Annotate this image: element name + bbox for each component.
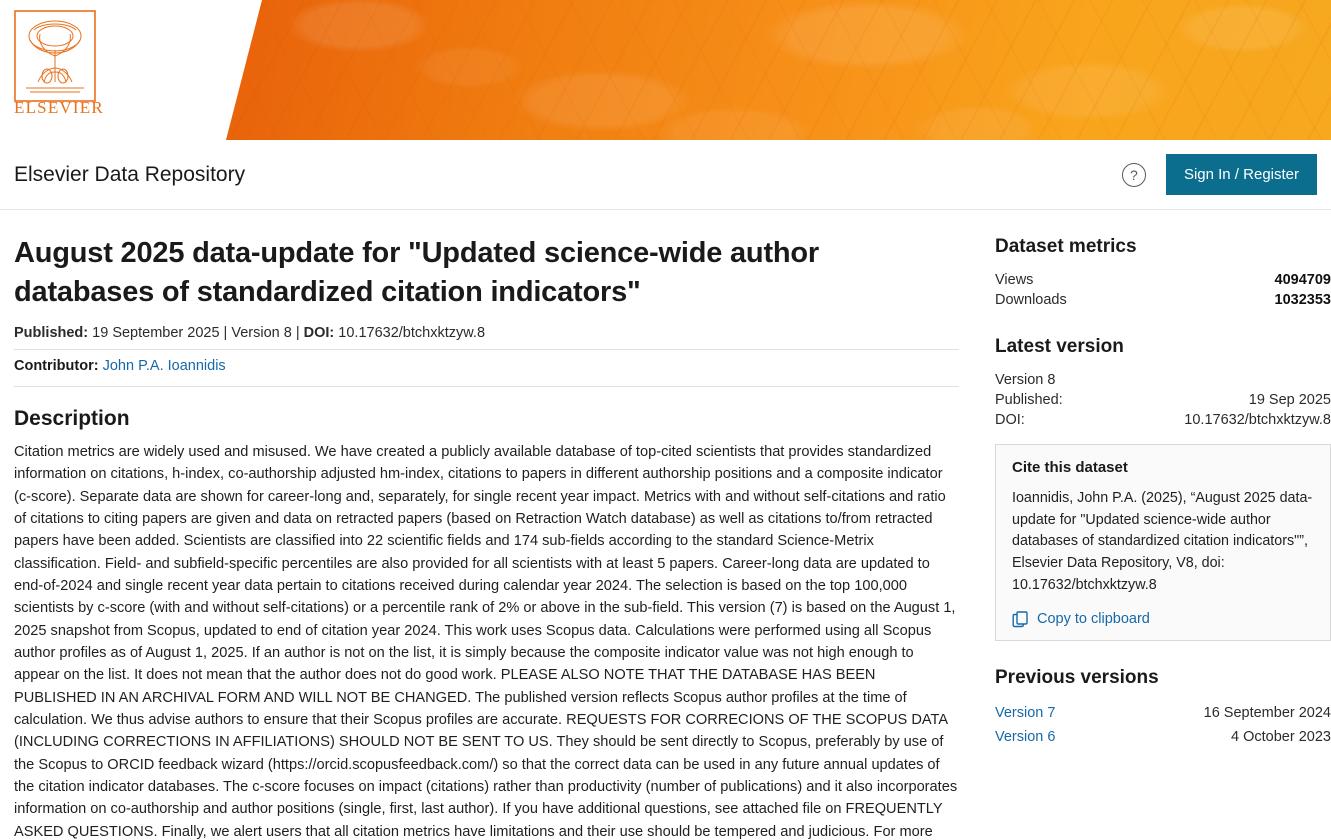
doi-value: 10.17632/btchxktzyw.8 (338, 325, 486, 342)
contributor-label: Contributor: (14, 358, 99, 375)
question-mark-circle-icon[interactable]: ? (1122, 163, 1146, 187)
site-title: Elsevier Data Repository (14, 162, 246, 186)
latest-version-number: Version 8 (995, 372, 1056, 388)
latest-version-heading: Latest version (995, 336, 1124, 357)
copy-to-clipboard-button[interactable] (1012, 611, 1314, 628)
published-value: 19 September 2025 (92, 325, 220, 342)
sidebar (995, 210, 1331, 840)
cite-dataset-box (995, 444, 1331, 641)
dataset-meta-line (14, 311, 959, 350)
site-header (0, 140, 1331, 210)
elsevier-wordmark: ELSEVIER (14, 98, 104, 117)
latest-doi-row (995, 410, 1331, 430)
main-column (14, 210, 959, 840)
contributor-link[interactable]: John P.A. Ioannidis (102, 358, 226, 375)
latest-published-row (995, 390, 1331, 410)
previous-version-link-7[interactable]: Version 7 (995, 704, 1056, 721)
previous-version-date-6: 4 October 2023 (1231, 728, 1331, 745)
latest-published-label: Published: (995, 392, 1063, 408)
doi-label: DOI: (303, 325, 335, 342)
previous-version-link-6[interactable]: Version 6 (995, 728, 1056, 745)
cite-dataset-heading: Cite this dataset (1012, 459, 1128, 476)
version-label: Version 8 (231, 325, 292, 342)
banner-decorative-graphic (226, 0, 1331, 140)
metric-row-downloads (995, 290, 1331, 310)
copy-clipboard-icon (1012, 611, 1029, 628)
sign-in-register-button[interactable]: Sign In / Register (1166, 154, 1317, 195)
meta-separator-1: | (219, 325, 232, 342)
metric-value-views: 4094709 (1274, 272, 1331, 288)
published-label: Published: (14, 325, 89, 342)
description-heading: Description (14, 407, 130, 431)
copy-to-clipboard-label: Copy to clipboard (1037, 611, 1150, 628)
metric-label-views: Views (995, 272, 1034, 288)
latest-published-value: 19 Sep 2025 (1248, 392, 1331, 408)
meta-separator-2: | (291, 325, 304, 342)
page-title: August 2025 data-update for "Updated science-wide author databases of standardized citation indicators" (14, 237, 820, 308)
contributor-line (14, 350, 959, 387)
dataset-metrics-heading: Dataset metrics (995, 236, 1137, 257)
previous-version-date-7: 16 September 2024 (1203, 704, 1331, 721)
latest-doi-value: 10.17632/btchxktzyw.8 (1184, 412, 1331, 428)
previous-version-row (995, 725, 1331, 749)
previous-version-row (995, 701, 1331, 725)
previous-versions-heading: Previous versions (995, 666, 1159, 688)
citation-text: Ioannidis, John P.A. (2025), “August 2025 data-update for "Updated science-wide author databases of standardized citation indicators"”, Elsevier Data Repository, V8, doi: 10.17632/btchxktzyw.8 (1012, 490, 1313, 593)
page-content (0, 210, 1331, 840)
header-actions (1122, 154, 1317, 195)
metric-row-views (995, 270, 1331, 290)
metric-label-downloads: Downloads (995, 292, 1067, 308)
description-text: Citation metrics are widely used and misused. We have created a publicly available database of top-cited scientists that provides standardized information on citations, h-index, co-authorship adjusted hm-index, citations to papers in different authorship positions and a composite indicator (c-score). Separate data are shown for career-long and, separately, for single recent year impact. Metrics with and without self-citations and ratio of citations to citing papers are given and data on retracted papers (based on Retraction Watch database) as well as citations to/from retracted papers have been added. Scientists are classified into 22 scientific fields and 174 sub-fields according to the standard Science-Metrix classification. Field- and subfield-specific percentiles are also provided for all scientists with at least 5 papers. Career-long data are updated to end-of-2024 and single recent year data pertain to citations received during calendar year 2024. The selection is based on the top 100,000 scientists by c-score (with and without self-citations) or a percentile rank of 2% or above in the sub-field. This version (7) is based on the August 1, 2025 snapshot from Scopus, updated to end of citation year 2024. This work uses Scopus data. Calculations were performed using all Scopus author profiles as of August 1, 2025. If an author is not on the list, it is simply because the composite indicator value was not high enough to appear on the list. It does not mean that the author does not do good work. PLEASE ALSO NOTE THAT THE DATABASE HAS BEEN PUBLISHED IN AN ARCHIVAL FORM AND WILL NOT BE CHANGED. The published version reflects Scopus author profiles at the time of calculation. We thus advise authors to ensure that their Scopus profiles are accurate. REQUESTS FOR CORRECIONS OF THE SCOPUS DATA (INCLUDING CORRECTIONS IN AFFILIATIONS) SHOULD NOT BE SENT TO US. They should be sent directly to Scopus, preferably by use of the Scopus to ORCID feedback wizard (https://orcid.scopusfeedback.com/) so that the correct data can be used in any future annual updates of the citation indicator databases. The c-score focuses on impact (citations) rather than productivity (number of publications) and it also incorporates information on co-authorship and author positions (single, first, last author). If you have additional questions, see attached file on FREQUENTLY ASKED QUESTIONS. Finally, we alert users that all citation metrics have limitations and their use should be tempered and judicious. For more (14, 444, 958, 840)
page-banner (0, 0, 1331, 140)
latest-doi-label: DOI: (995, 412, 1025, 428)
metric-value-downloads: 1032353 (1274, 292, 1331, 308)
